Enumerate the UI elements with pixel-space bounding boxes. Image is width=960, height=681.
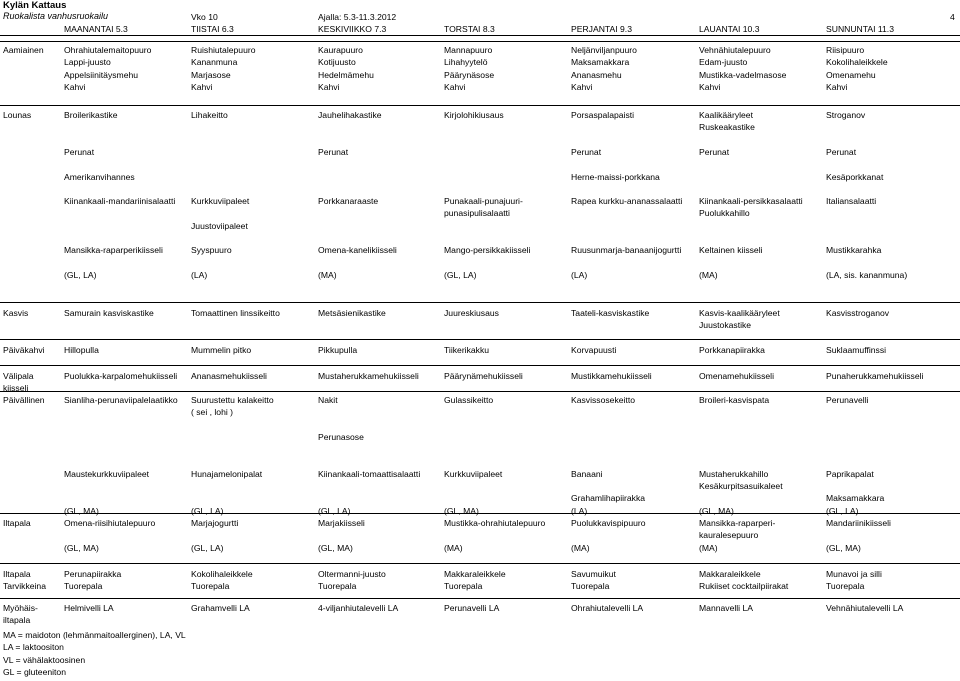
section-label: Iltapala: [3, 518, 31, 528]
menu-cell: Kahvi: [64, 81, 86, 92]
menu-cell: Stroganov: [826, 110, 866, 120]
menu-cell: Kananmuna: [191, 57, 238, 68]
menu-cell: (GL, MA): [444, 505, 479, 516]
menu-cell: Lihakeitto: [191, 110, 228, 120]
menu-cell: ( sei , lohi ): [191, 407, 234, 418]
menu-cell: Ananasmehukiisseli: [191, 371, 267, 381]
menu-cell: Maksamakkara: [571, 57, 630, 68]
menu-cell: Mandariinikiisseli: [826, 518, 891, 528]
menu-cell: (GL, LA): [191, 542, 224, 553]
menu-cell: Päärynäsose: [444, 69, 495, 80]
menu-cell: Perunavelli LA: [444, 603, 500, 613]
menu-cell: Rapea kurkku-ananassalaatti: [571, 196, 683, 207]
menu-cell: Sianliha-perunaviipalelaatikko: [64, 395, 178, 405]
menu-cell: Herne-maissi-porkkana: [571, 171, 660, 182]
menu-cell: Kiinankaali-persikkasalaatti: [699, 196, 803, 207]
menu-cell: Mansikka-raparperi-: [699, 518, 776, 528]
menu-cell: Porsaspalapaisti: [571, 110, 635, 120]
menu-cell: Hedelmämehu: [318, 69, 374, 80]
legend-item: GL = gluteeniton: [3, 666, 66, 677]
menu-cell: (LA): [191, 269, 208, 280]
menu-cell: kauralesepuuro: [699, 530, 759, 541]
menu-cell: Oltermanni-juusto: [318, 569, 386, 579]
menu-cell: Riisipuuro: [826, 45, 865, 55]
menu-cell: Kesäkurpitsasuikaleet: [699, 481, 783, 492]
menu-cell: Edam-juusto: [699, 57, 748, 68]
menu-cell: Mannavelli LA: [699, 603, 753, 613]
menu-cell: (GL, MA): [64, 505, 99, 516]
menu-cell: (MA): [699, 269, 718, 280]
menu-cell: Ruusunmarja-banaanijogurtti: [571, 245, 682, 256]
section-label: Iltapala: [3, 569, 31, 579]
menu-cell: Munavoi ja silli: [826, 569, 882, 579]
page-number: 4: [950, 12, 955, 22]
menu-cell: Mannapuuro: [444, 45, 493, 55]
menu-cell: Kaalikääryleet: [699, 110, 753, 120]
menu-cell: Kiinankaali-tomaattisalaatti: [318, 468, 421, 479]
menu-cell: Puolukkahillo: [699, 208, 750, 219]
menu-cell: Mustikka-ohrahiutalepuuro: [444, 518, 546, 528]
menu-cell: Marjasose: [191, 69, 231, 80]
menu-cell: Mansikka-raparperikiisseli: [64, 245, 163, 256]
menu-cell: (LA): [571, 269, 588, 280]
day-header: PERJANTAI 9.3: [571, 24, 632, 34]
section-label: Päiväkahvi: [3, 345, 45, 355]
menu-cell: Maksamakkara: [826, 493, 885, 504]
section-divider: [0, 302, 960, 303]
menu-cell: Kurkkuviipaleet: [444, 468, 503, 479]
legend-item: VL = vähälaktoosinen: [3, 654, 86, 665]
menu-cell: Tuorepala: [318, 581, 357, 592]
menu-cell: Hillopulla: [64, 345, 99, 355]
menu-cell: Tuorepala: [571, 581, 610, 592]
date-range: Ajalla: 5.3-11.3.2012: [318, 12, 397, 22]
menu-cell: Kotijuusto: [318, 57, 356, 68]
menu-cell: Perunat: [699, 146, 730, 157]
day-header: TORSTAI 8.3: [444, 24, 495, 34]
menu-cell: Kaurapuuro: [318, 45, 363, 55]
menu-cell: (LA, sis. kananmuna): [826, 269, 908, 280]
menu-cell: 4-viljanhiutalevelli LA: [318, 603, 399, 613]
menu-cell: Tuorepala: [444, 581, 483, 592]
menu-cell: Neljänviljanpuuro: [571, 45, 637, 55]
menu-cell: (MA): [571, 542, 590, 553]
menu-cell: Perunavelli: [826, 395, 869, 405]
menu-cell: Maustekurkkuviipaleet: [64, 468, 150, 479]
menu-cell: (GL, MA): [826, 542, 861, 553]
menu-cell: (GL, LA): [64, 269, 97, 280]
menu-cell: Kasvissosekeitto: [571, 395, 636, 405]
menu-cell: Paprikapalat: [826, 468, 874, 479]
menu-cell: Metsäsienikastike: [318, 308, 386, 318]
menu-cell: Kahvi: [191, 81, 213, 92]
menu-cell: Keltainen kiisseli: [699, 245, 763, 256]
menu-cell: punasipulisalaatti: [444, 208, 510, 219]
menu-cell: Savumuikut: [571, 569, 616, 579]
legend-item: LA = laktoositon: [3, 642, 64, 653]
menu-cell: (GL, LA): [826, 505, 859, 516]
menu-cell: Broileri-kasvispata: [699, 395, 770, 405]
menu-cell: Perunat: [64, 146, 95, 157]
section-label: Päivällinen: [3, 395, 45, 405]
menu-cell: Tuorepala: [191, 581, 230, 592]
menu-cell: Kokolihaleikkele: [826, 57, 888, 68]
section-label: kiisseli: [3, 383, 29, 394]
section-label: Myöhäis-: [3, 603, 38, 613]
menu-cell: Päärynämehukiisseli: [444, 371, 523, 381]
menu-cell: Puolukkavispipuuro: [571, 518, 646, 528]
menu-cell: (GL, LA): [191, 505, 224, 516]
menu-cell: Ohrahiutalevelli LA: [571, 603, 644, 613]
menu-cell: Suurustettu kalakeitto: [191, 395, 274, 405]
menu-cell: Kirjolohikiusaus: [444, 110, 504, 120]
week-number: Vko 10: [191, 12, 218, 22]
menu-cell: Kurkkuviipaleet: [191, 196, 250, 207]
menu-cell: Omena-riisihiutalepuuro: [64, 518, 156, 528]
menu-cell: (GL, LA): [318, 505, 351, 516]
menu-cell: Syyspuuro: [191, 245, 232, 256]
menu-cell: Grahamlihapiirakka: [571, 493, 646, 504]
menu-cell: Puolukka-karpalomehukiisseli: [64, 371, 178, 381]
menu-cell: Samurain kasviskastike: [64, 308, 154, 318]
menu-cell: Grahamvelli LA: [191, 603, 250, 613]
menu-cell: Pikkupulla: [318, 345, 358, 355]
section-divider: [0, 105, 960, 106]
menu-cell: Mango-persikkakiisseli: [444, 245, 531, 256]
menu-cell: Kasvisstroganov: [826, 308, 890, 318]
menu-cell: Kesäporkkanat: [826, 171, 884, 182]
menu-cell: Juustokastike: [699, 320, 752, 331]
menu-cell: Marjakiisseli: [318, 518, 365, 528]
menu-cell: Jauhelihakastike: [318, 110, 382, 120]
section-label: Aamiainen: [3, 45, 44, 55]
menu-cell: Perunat: [571, 146, 602, 157]
menu-cell: Mustikka-vadelmasose: [699, 69, 787, 80]
menu-cell: Ohrahiutalemaitopuuro: [64, 45, 152, 55]
menu-cell: Mustaherukkahillo: [699, 468, 769, 479]
menu-cell: Perunapiirakka: [64, 569, 122, 579]
menu-cell: Mummelin pitko: [191, 345, 252, 355]
menu-cell: Hunajamelonipalat: [191, 468, 263, 479]
header-divider: [0, 35, 960, 36]
section-label: Lounas: [3, 110, 32, 120]
section-divider: [0, 41, 960, 42]
menu-cell: Ruishiutalepuuro: [191, 45, 256, 55]
menu-cell: Tuorepala: [826, 581, 865, 592]
legend-item: MA = maidoton (lehmänmaitoallerginen), LA, VL: [3, 630, 186, 640]
menu-cell: (GL, MA): [64, 542, 99, 553]
menu-cell: (GL, MA): [699, 505, 734, 516]
menu-cell: Juureskiusaus: [444, 308, 499, 318]
menu-cell: Perunasose: [318, 431, 364, 442]
menu-cell: Kasvis-kaalikääryleet: [699, 308, 780, 318]
menu-cell: Makkaraleikkele: [699, 569, 761, 579]
menu-cell: Tiikerikakku: [444, 345, 490, 355]
menu-cell: Tuorepala: [64, 581, 103, 592]
menu-cell: Mustikkarahka: [826, 245, 882, 256]
section-divider: [0, 563, 960, 564]
menu-cell: (MA): [318, 269, 337, 280]
menu-cell: (GL, MA): [318, 542, 353, 553]
menu-cell: Lihahyytelö: [444, 57, 488, 68]
menu-cell: Mustaherukkamehukiisseli: [318, 371, 419, 381]
section-divider: [0, 598, 960, 599]
menu-cell: Punakaali-punajuuri-: [444, 196, 523, 207]
menu-cell: Suklaamuffinssi: [826, 345, 887, 355]
menu-cell: Kahvi: [699, 81, 721, 92]
menu-cell: (MA): [699, 542, 718, 553]
day-header: KESKIVIIKKO 7.3: [318, 24, 387, 34]
menu-cell: Helmivelli LA: [64, 603, 114, 613]
day-header: SUNNUNTAI 11.3: [826, 24, 894, 34]
menu-cell: Amerikanvihannes: [64, 171, 135, 182]
section-label: Kasvis: [3, 308, 29, 318]
document-title: Kylän Kattaus: [3, 0, 67, 11]
document-subtitle: Ruokalista vanhusruokailu: [3, 11, 109, 21]
menu-cell: Makkaraleikkele: [444, 569, 506, 579]
menu-cell: Vehnähiutalevelli LA: [826, 603, 904, 613]
menu-cell: Taateli-kasviskastike: [571, 308, 650, 318]
menu-cell: Omenamehu: [826, 69, 876, 80]
section-divider: [0, 365, 960, 366]
menu-cell: (MA): [444, 542, 463, 553]
menu-cell: Omenamehukiisseli: [699, 371, 774, 381]
menu-cell: Marjajogurtti: [191, 518, 239, 528]
menu-cell: Mustikkamehukiisseli: [571, 371, 652, 381]
menu-cell: Ananasmehu: [571, 69, 622, 80]
menu-cell: Broilerikastike: [64, 110, 118, 120]
menu-cell: Porkkanapiirakka: [699, 345, 765, 355]
menu-cell: Rukiiset cocktailpiirakat: [699, 581, 789, 592]
menu-cell: Korvapuusti: [571, 345, 617, 355]
menu-cell: Juustoviipaleet: [191, 220, 248, 231]
day-header: TIISTAI 6.3: [191, 24, 234, 34]
menu-cell: Nakit: [318, 395, 338, 405]
menu-cell: Porkkanaraaste: [318, 196, 379, 207]
menu-cell: Perunat: [318, 146, 349, 157]
day-header: MAANANTAI 5.3: [64, 24, 128, 34]
menu-cell: Omena-kanelikiisseli: [318, 245, 397, 256]
menu-cell: (GL, LA): [444, 269, 477, 280]
menu-cell: Kiinankaali-mandariinisalaatti: [64, 196, 176, 207]
menu-cell: Kahvi: [318, 81, 340, 92]
menu-cell: (LA): [571, 505, 588, 516]
menu-cell: Kahvi: [444, 81, 466, 92]
menu-cell: Vehnähiutalepuuro: [699, 45, 771, 55]
menu-cell: Kahvi: [571, 81, 593, 92]
menu-cell: Perunat: [826, 146, 857, 157]
menu-cell: Kokolihaleikkele: [191, 569, 253, 579]
day-header: LAUANTAI 10.3: [699, 24, 760, 34]
section-label: Välipala: [3, 371, 34, 381]
menu-cell: Ruskeakastike: [699, 122, 755, 133]
menu-cell: Punaherukkamehukiisseli: [826, 371, 924, 381]
menu-cell: Gulassikeitto: [444, 395, 494, 405]
menu-cell: Banaani: [571, 468, 603, 479]
section-divider: [0, 391, 960, 392]
menu-cell: Tomaattinen linssikeitto: [191, 308, 280, 318]
section-label: iltapala: [3, 615, 31, 626]
menu-cell: Kahvi: [826, 81, 848, 92]
section-label: Tarvikkeina: [3, 581, 46, 592]
menu-cell: Italiansalaatti: [826, 196, 877, 207]
section-divider: [0, 513, 960, 514]
menu-cell: Appelsiinitäysmehu: [64, 69, 139, 80]
section-divider: [0, 339, 960, 340]
menu-cell: Lappi-juusto: [64, 57, 111, 68]
